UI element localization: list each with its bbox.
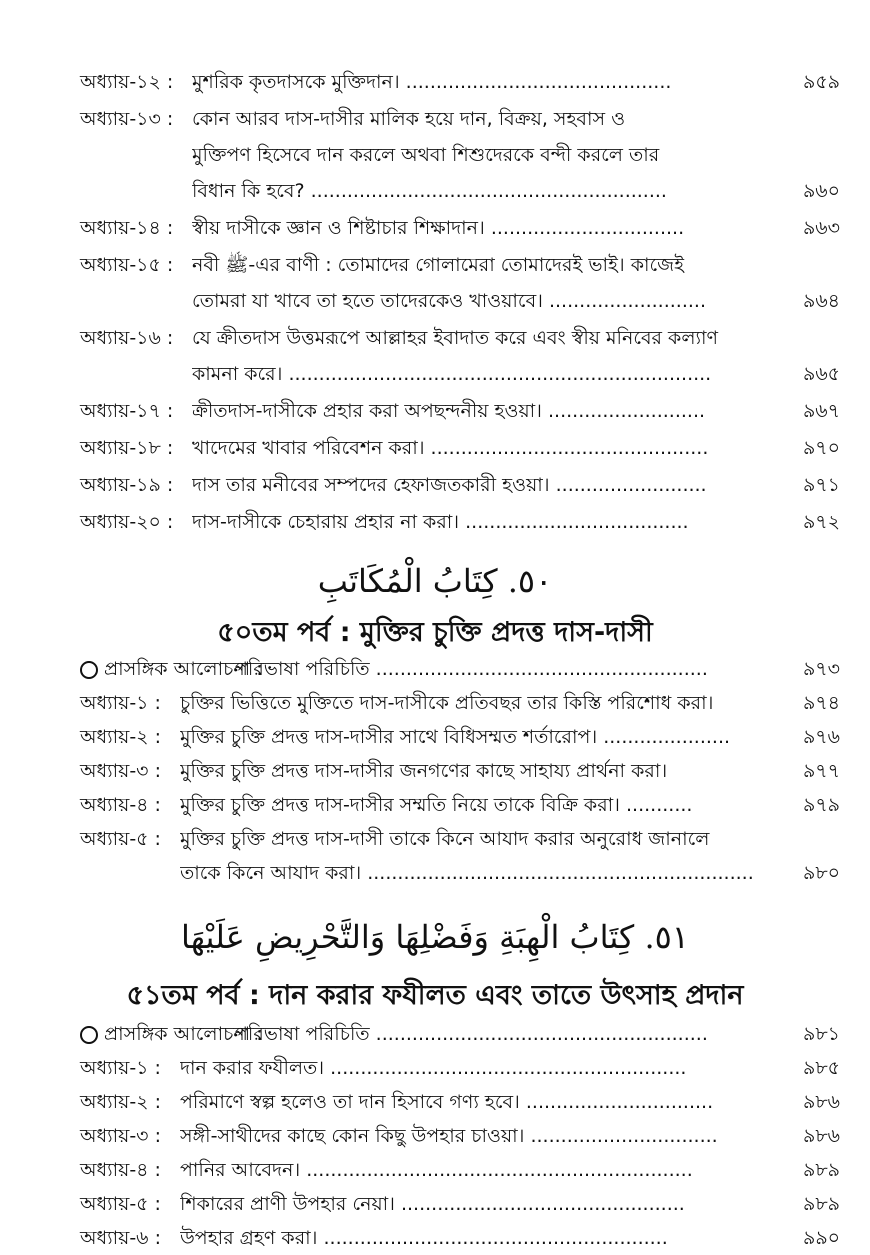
page-number: ৯৮৯ [803, 1193, 840, 1215]
toc-entry[interactable] [80, 1153, 840, 1187]
chapter-title [192, 467, 840, 503]
page-number: ৯৬৭ [802, 400, 840, 422]
chapter-label [80, 1085, 161, 1119]
toc-entry[interactable] [80, 210, 840, 246]
chapter-label [80, 754, 161, 788]
page-number: ৯৮৫ [803, 1057, 840, 1079]
chapter-title-line: ক্রীতদাস-দাসীকে প্রহার করা অপছন্দনীয় হওয়া। .......................... [192, 400, 706, 422]
chapter-title [192, 504, 840, 540]
chapter-label [80, 788, 161, 822]
chapter-title [180, 1051, 840, 1085]
chapter-title [192, 430, 840, 466]
chapter-number: অধ্যায়-৪ : [80, 1159, 161, 1181]
chapter-title-line: কোন আরব দাস-দাসীর মালিক হয়ে দান, বিক্রয়, সহবাস ও [192, 108, 626, 130]
page-number: ৯৭০ [802, 437, 840, 459]
page-number: ৯৬০ [802, 180, 840, 202]
toc-entry[interactable] [80, 504, 840, 540]
page-number: ৯৭৯ [802, 794, 840, 816]
chapter-label [80, 320, 173, 356]
chapter-title-line: বিধান কি হবে? ........................................................... [192, 180, 667, 202]
chapter-number: প্রাসঙ্গিক আলোচনা : [104, 658, 263, 680]
chapter-label [80, 504, 173, 540]
chapter-number: অধ্যায়-১৭ : [80, 400, 174, 422]
chapter-label [80, 1153, 161, 1187]
chapter-number: অধ্যায়-২ : [80, 726, 161, 748]
page-number: ৯৬৪ [802, 290, 840, 312]
toc-entry[interactable] [80, 788, 840, 822]
chapter-title-line: কামনা করে। ...................................................................... [192, 363, 712, 385]
page-number: ৯৭৭ [802, 760, 840, 782]
chapter-title [192, 101, 840, 209]
chapter-title [180, 822, 840, 890]
chapter-title [180, 1221, 840, 1255]
page-number: ৯৫৯ [803, 71, 840, 93]
chapter-title-line: যে ক্রীতদাস উত্তমরূপে আল্লাহর ইবাদাত করে এবং স্বীয় মনিবের কল্যাণ [192, 327, 718, 349]
chapter-number: অধ্যায়-৫ : [80, 1193, 161, 1215]
chapter-title [180, 754, 840, 788]
toc-entry[interactable] [80, 1119, 840, 1153]
chapter-title-line: মুশরিক কৃতদাসকে মুক্তিদান। ............................................ [192, 71, 672, 93]
chapter-title [192, 210, 840, 246]
chapter-title [192, 320, 840, 392]
chapter-title-line: সঙ্গী-সাথীদের কাছে কোন কিছু উপহার চাওয়া। ............................... [180, 1125, 718, 1147]
chapter-title-line: দাস তার মনীবের সম্পদের হেফাজতকারী হওয়া। ......................... [192, 474, 707, 496]
chapter-number: অধ্যায়-৫ : [80, 828, 161, 850]
chapter-title [180, 788, 840, 822]
chapter-label [80, 822, 161, 856]
section-heading-51: ৫১তম পর্ব : দান করার ফযীলত এবং তাতে উৎসাহ প্রদান [126, 980, 744, 1011]
chapter-number: অধ্যায়-১২ : [80, 71, 174, 93]
chapter-title-line: মুক্তির চুক্তি প্রদত্ত দাস-দাসীর সাথে বিধিসম্মত শর্তারোপ। ..................... [180, 726, 731, 748]
toc-entry[interactable] [80, 754, 840, 788]
chapter-title-line: মুক্তিপণ হিসেবে দান করলে অথবা শিশুদেরকে বন্দী করলে তার [192, 144, 660, 166]
chapter-number: অধ্যায়-১৫ : [80, 254, 174, 276]
chapter-number: অধ্যায়-৩ : [80, 760, 161, 782]
toc-entry[interactable] [80, 247, 840, 319]
chapter-number: অধ্যায়-১৪ : [80, 217, 174, 239]
chapter-title [180, 720, 840, 754]
page-number: ৯৭১ [802, 474, 840, 496]
chapter-title-line: শিকারের প্রাণী উপহার নেয়া। ............................................... [180, 1193, 685, 1215]
chapter-number: অধ্যায়-৬ : [80, 1227, 161, 1249]
page-number: ৯৮৬ [802, 1125, 840, 1147]
toc-entry[interactable] [80, 1187, 840, 1221]
pointer-icon [80, 661, 98, 679]
chapter-title-line: মুক্তির চুক্তি প্রদত্ত দাস-দাসীর জনগণের কাছে সাহায্য প্রার্থনা করা। [180, 760, 668, 782]
chapter-label [80, 210, 173, 246]
toc-entry[interactable] [80, 430, 840, 466]
chapter-number: অধ্যায়-১৯ : [80, 474, 174, 496]
chapter-title-line: স্বীয় দাসীকে জ্ঞান ও শিষ্টাচার শিক্ষাদান। ................................ [192, 217, 685, 239]
chapter-title-line: তোমরা যা খাবে তা হতে তাদেরকেও খাওয়াবে। .......................... [192, 290, 707, 312]
chapter-title-line: মুক্তির চুক্তি প্রদত্ত দাস-দাসী তাকে কিনে আযাদ করার অনুরোধ জানালে [180, 828, 710, 850]
pointer-icon [80, 1026, 98, 1044]
page-number: ৯৯০ [802, 1227, 840, 1249]
arabic-title-51: ٥١. كِتَابُ الْهِبَةِ وَفَضْلِهَا وَالتَّحْرِيضِ عَلَيْهَا [181, 918, 689, 956]
page-number: ৯৭৬ [802, 726, 840, 748]
page-number: ৯৭৩ [802, 658, 840, 680]
page-number: ৯৮১ [803, 1023, 840, 1045]
toc-entry[interactable] [80, 1085, 840, 1119]
chapter-number: অধ্যায়-২০ : [80, 511, 174, 533]
toc-entry[interactable] [80, 101, 840, 209]
chapter-title-line: পরিমাণে স্বল্প হলেও তা দান হিসাবে গণ্য হবে। ............................... [180, 1091, 714, 1113]
chapter-title-line: চুক্তির ভিত্তিতে মুক্তিতে দাস-দাসীকে প্রতিবছর তার কিস্তি পরিশোধ করা। [180, 692, 714, 714]
chapter-label [80, 467, 173, 503]
toc-entry[interactable] [80, 686, 840, 720]
chapter-title-line: দান করার ফযীলত। ........................................................... [180, 1057, 687, 1079]
page-number: ৯৮৯ [803, 1159, 840, 1181]
chapter-label [80, 1119, 161, 1153]
toc-entry[interactable] [80, 652, 840, 686]
chapter-label [80, 64, 173, 100]
page-number: ৯৮৬ [802, 1091, 840, 1113]
chapter-number: অধ্যায়-১৮ : [80, 437, 174, 459]
chapter-title [192, 393, 840, 429]
page-number: ৯৮০ [802, 862, 840, 884]
chapter-number: অধ্যায়-১৬ : [80, 327, 174, 349]
toc-entry[interactable] [80, 64, 840, 100]
chapter-title-line: পরিভাষা পরিচিতি ....................................................... [235, 1023, 708, 1045]
chapter-label [80, 686, 161, 720]
chapter-label [80, 101, 173, 137]
chapter-title [180, 686, 840, 720]
chapter-label [80, 1221, 161, 1255]
chapter-title [192, 247, 840, 319]
chapter-title [180, 1153, 840, 1187]
chapter-label [80, 720, 161, 754]
chapter-title [235, 1017, 840, 1051]
toc-entry[interactable] [80, 467, 840, 503]
chapter-title-line: পানির আবেদন। ................................................................ [180, 1159, 693, 1181]
chapter-number: অধ্যায়-১ : [80, 692, 161, 714]
page-number: ৯৭২ [802, 511, 840, 533]
chapter-title [180, 1085, 840, 1119]
toc-entry[interactable] [80, 822, 840, 890]
section-heading-50: ৫০তম পর্ব : মুক্তির চুক্তি প্রদত্ত দাস-দাসী [217, 617, 653, 648]
chapter-title-line: মুক্তির চুক্তি প্রদত্ত দাস-দাসীর সম্মতি নিয়ে তাকে বিক্রি করা। ........... [180, 794, 693, 816]
chapter-title-line: দাস-দাসীকে চেহারায় প্রহার না করা। ..................................... [192, 511, 689, 533]
chapter-number: অধ্যায়-১ : [80, 1057, 161, 1079]
chapter-label [80, 1051, 161, 1085]
chapter-title [180, 1187, 840, 1221]
chapter-number: অধ্যায়-৪ : [80, 794, 161, 816]
arabic-title-50: ٥٠. كِتَابُ الْمُكَاتَبِ [317, 562, 553, 600]
chapter-label [80, 1187, 161, 1221]
toc-entry[interactable] [80, 1017, 840, 1051]
chapter-title [192, 64, 840, 100]
chapter-label [80, 247, 173, 283]
chapter-title-line: উপহার গ্রহণ করা। ......................................................... [180, 1227, 668, 1249]
page-number: ৯৬৫ [802, 363, 840, 385]
toc-entry[interactable] [80, 393, 840, 429]
page-number: ৯৭৪ [802, 692, 840, 714]
chapter-number: অধ্যায়-৩ : [80, 1125, 161, 1147]
chapter-number: অধ্যায়-২ : [80, 1091, 161, 1113]
toc-entry[interactable] [80, 1221, 840, 1255]
chapter-title-line: খাদেমের খাবার পরিবেশন করা। .............................................. [192, 437, 709, 459]
chapter-title [235, 652, 840, 686]
chapter-title [180, 1119, 840, 1153]
chapter-title-line: তাকে কিনে আযাদ করা। ................................................................ [180, 862, 754, 884]
toc-entry[interactable] [80, 1051, 840, 1085]
chapter-title-line: পরিভাষা পরিচিতি ....................................................... [235, 658, 708, 680]
toc-entry[interactable] [80, 720, 840, 754]
toc-entry[interactable] [80, 320, 840, 392]
chapter-label [80, 430, 173, 466]
page-number: ৯৬৩ [802, 217, 840, 239]
chapter-label [80, 393, 173, 429]
chapter-number: প্রাসঙ্গিক আলোচনা : [104, 1023, 263, 1045]
chapter-number: অধ্যায়-১৩ : [80, 108, 174, 130]
chapter-title-line: নবী ﷺ-এর বাণী : তোমাদের গোলামেরা তোমাদেরই ভাই। কাজেই [192, 254, 685, 276]
